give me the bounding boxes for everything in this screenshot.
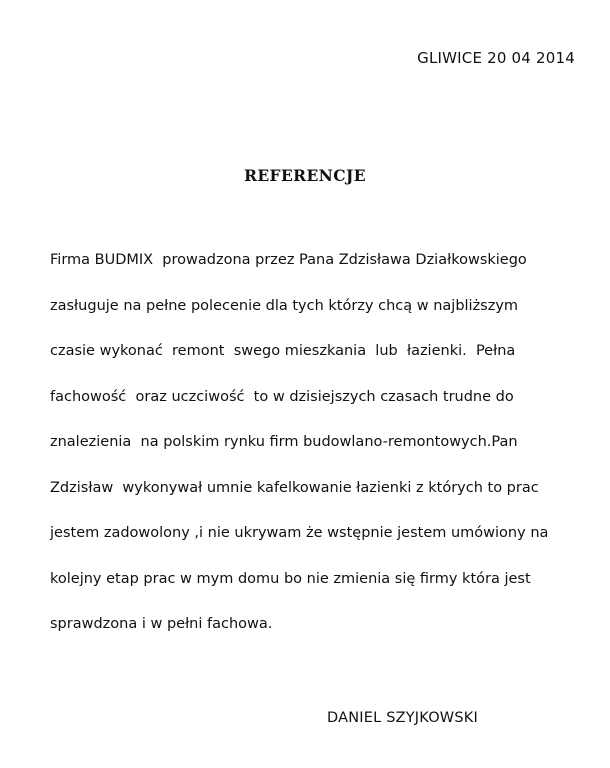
signature-name: DANIEL SZYJKOWSKI (327, 710, 478, 726)
body-line: czasie wykonać remont swego mieszkania lub łazienki. Pełna (50, 343, 516, 359)
body-line: sprawdzona i w pełni fachowa. (50, 616, 273, 632)
body-line: Firma BUDMIX prowadzona przez Pana Zdzisława Działkowskiego (50, 252, 527, 268)
body-line: znalezienia na polskim rynku firm budowlano-remontowych.Pan (50, 434, 518, 450)
body-line: jestem zadowolony ,i nie ukrywam że wstępnie jestem umówiony na (50, 525, 549, 541)
body-line: kolejny etap prac w mym domu bo nie zmienia się firmy która jest (50, 570, 531, 587)
body-line: Zdzisław wykonywał umnie kafelkowanie łazienki z których to prac (50, 479, 539, 496)
letter-body (50, 250, 590, 660)
place-and-date: GLIWICE 20 04 2014 (417, 49, 575, 67)
body-line: zasługuje na pełne polecenie dla tych którzy chcą w najbliższym (50, 297, 519, 314)
body-line: fachowość oraz uczciwość to w dzisiejszych czasach trudne do (50, 388, 514, 405)
document-title: REFERENCJE (244, 166, 366, 185)
